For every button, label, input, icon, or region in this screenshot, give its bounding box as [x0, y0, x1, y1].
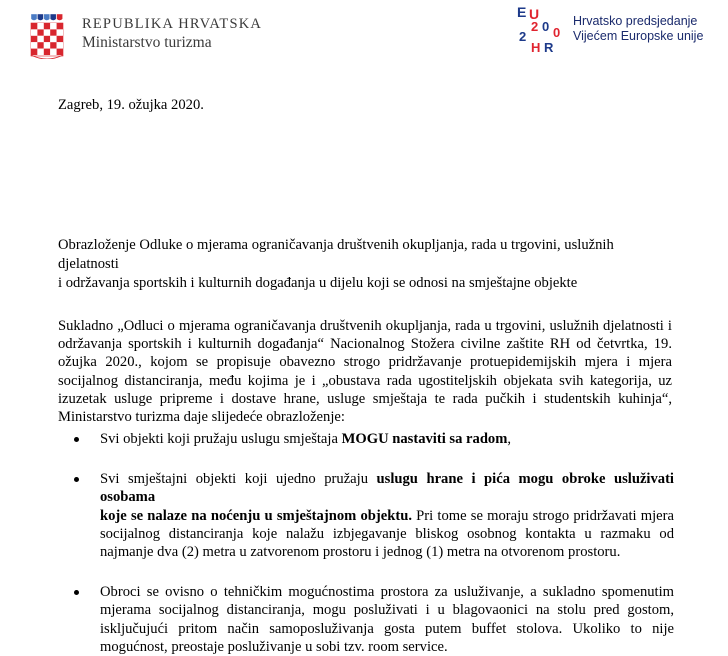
- ministry-name: Ministarstvo turizma: [82, 34, 212, 51]
- crown-shield: [44, 14, 50, 21]
- bullet-line: isključujući pritom način samoposluživanja gosta putem buffet stolova. Ukoliko to nije: [100, 620, 674, 637]
- crest-square: [31, 49, 37, 55]
- crest-square: [57, 49, 63, 55]
- croatian-coat-of-arms-icon: [28, 11, 66, 59]
- intro-line: socijalnog distanciranja, među kojima je i „obustava rada ugostiteljskih objekata svih kategorija, uz: [58, 372, 672, 389]
- crest-square: [44, 23, 50, 29]
- crest-square: [37, 36, 43, 42]
- crest-square: [44, 42, 50, 48]
- bullet-line: najmanje dva (2) metra u zatvorenom prostoru i jednog (1) metra na otvorenom prostoru.: [100, 544, 621, 561]
- logo-digit-0b: 0: [553, 25, 561, 40]
- crest-square: [57, 23, 63, 29]
- crest-square: [44, 49, 50, 55]
- presidency-line-2: Vijećem Europske unije: [573, 29, 704, 43]
- crest-square: [57, 36, 63, 42]
- crest-square: [57, 29, 63, 35]
- bullet-line: koje se nalaze na noćenju u smještajnom objektu. Pri tome se moraju strogo pridržavati mjera: [100, 507, 674, 524]
- logo-digit-0a: 0: [542, 19, 550, 34]
- intro-paragraph: [58, 317, 672, 426]
- crest-square: [31, 36, 37, 42]
- republic-name: REPUBLIKA HRVATSKA: [82, 16, 263, 32]
- crown-shield: [57, 14, 63, 21]
- measures-list: [74, 430, 674, 656]
- ministry-header: [28, 11, 262, 59]
- bullet-line: Obroci se ovisno o tehničkim mogućnostima prostora za usluživanje, a sukladno spomenutim: [100, 584, 674, 601]
- document-date: Zagreb, 19. ožujka 2020.: [58, 97, 204, 113]
- crest-square: [31, 29, 37, 35]
- crest-square: [50, 49, 56, 55]
- crest-square: [57, 42, 63, 48]
- bullet-line: mogućnost, preostaje posluživanje u sobi tzv. room service.: [100, 638, 448, 655]
- bullet-dot-icon: [74, 477, 79, 482]
- crest-square: [37, 29, 43, 35]
- crest-square: [31, 23, 37, 29]
- logo-letter-h: H: [531, 40, 541, 54]
- bullet-line: socijalnog distanciranja koje nalažu izbjegavanje bliskog osobnog kontakta u razmaku od: [100, 525, 674, 542]
- bullet-dot-icon: [74, 590, 79, 595]
- crest-square: [50, 29, 56, 35]
- intro-line: ožujka 2020., kojom se propisuje obavezno strogo pridržavanje protuepidemijskih mjera i mjera: [58, 354, 672, 371]
- eu-presidency-header: [507, 4, 703, 54]
- subject-line-2: i održavanja sportskih i kulturnih događanja u dijelu koji se odnosi na smještajne objekte: [58, 275, 578, 291]
- logo-digit-2b: 2: [519, 29, 527, 44]
- crown-shield: [50, 14, 56, 21]
- bullet-line: mjerama socijalnog distanciranja, mogu posluživati i u blagovaonici na stolu pred gostom,: [100, 602, 674, 619]
- crown-shield: [31, 14, 37, 21]
- eu2020hr-logo-icon: [507, 4, 567, 54]
- presidency-line-1: Hrvatsko predsjedanje: [573, 14, 698, 28]
- intro-line: Sukladno „Odluci o mjerama ograničavanja društvenih okupljanja, rada u trgovini, uslužnih djelatnosti i: [58, 318, 672, 334]
- crest-square: [50, 23, 56, 29]
- crest-square: [31, 42, 37, 48]
- intro-line: Ministarstvo turizma daje slijedeće obrazloženje:: [58, 409, 345, 426]
- crest-square: [37, 49, 43, 55]
- crest-square: [44, 29, 50, 35]
- list-item: [74, 430, 674, 448]
- intro-line: izuzetak usluge pripreme i dostave hrane, usluge smještaja te rada pučkih i studentskih kuhinja“,: [58, 390, 672, 407]
- logo-letter-r: R: [544, 40, 554, 54]
- list-item: [74, 583, 674, 656]
- presidency-text: [573, 14, 703, 44]
- bullet-dot-icon: [74, 437, 79, 442]
- bullet-line: Svi smještajni objekti koji ujedno pružaju uslugu hrane i pića mogu obroke usluživati osobama: [100, 471, 674, 506]
- crest-square: [50, 42, 56, 48]
- ministry-name-block: [82, 15, 262, 52]
- crest-outline: [31, 55, 63, 59]
- logo-digit-2a: 2: [531, 19, 539, 34]
- crest-square: [37, 42, 43, 48]
- intro-line: održavanja sportskih i kulturnih događanja“ Nacionalnog Stožera civilne zaštite RH od četvrtka, 19.: [58, 336, 672, 353]
- logo-letter-e: E: [517, 4, 527, 20]
- subject-line-1: Obrazloženje Odluke o mjerama ograničavanja društvenih okupljanja, rada u trgovini, uslužnih djelatnosti: [58, 237, 614, 272]
- list-item: [74, 470, 674, 561]
- crest-square: [50, 36, 56, 42]
- bullet-line: Svi objekti koji pružaju uslugu smještaja MOGU nastaviti sa radom,: [100, 431, 512, 447]
- logo-letter-u: U: [529, 6, 540, 22]
- crest-square: [44, 36, 50, 42]
- document-subject: [58, 236, 672, 293]
- crown-shield: [37, 14, 43, 21]
- crest-square: [37, 23, 43, 29]
